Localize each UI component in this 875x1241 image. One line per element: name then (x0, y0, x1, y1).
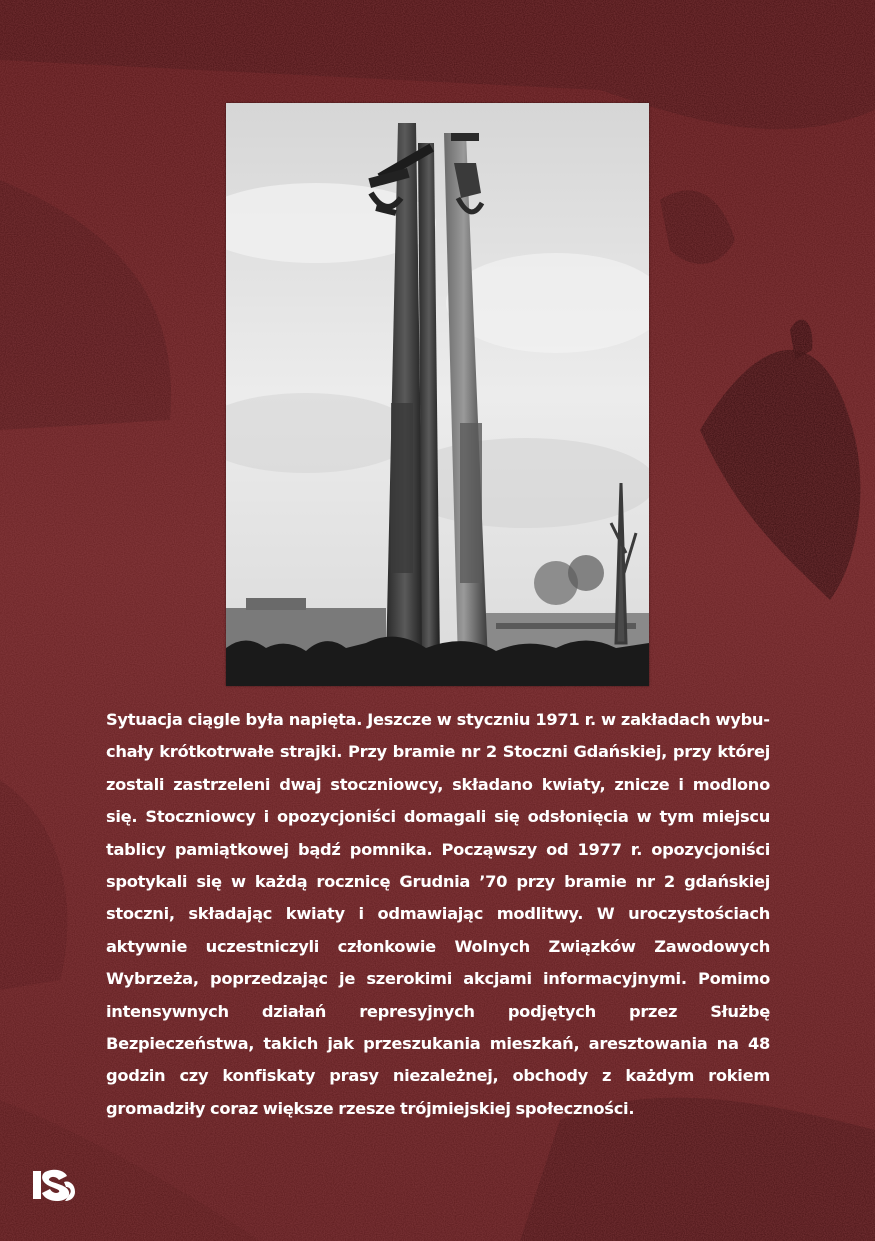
ipn-logo-icon (31, 1168, 77, 1202)
body-text: Sytuacja ciągle była napięta. Jeszcze w styczniu 1971 r. w zakładach wybuchały krótkotrwałe strajki. Przy bramie nr 2 Stoczni Gdańskiej, przy której zostali zastrzeleni dwaj stoczniowcy, składano kwiaty, znicze i modlono się. Stoczniowcy i opozycjoniści domagali się odsłonięcia w tym miejscu tablicy pamiątkowej bądź pomnika. Począwszy od 1977 r. opozycjoniści spotykali się w każdą rocznicę Grudnia ’70 przy bramie nr 2 gdańskiej stoczni, składając kwiaty i odmawiając modlitwy. W uroczystościach aktywnie uczestniczyli członkowie Wolnych Związków Zawodowych Wybrzeża, poprzedzając je szerokimi akcjami informacyjnymi. Pomimo intensywnych działań represyjnych podjętych przez Służbę Bezpieczeństwa, takich jak przeszukania mieszkań, aresztowania na 48 godzin czy konfiskaty prasy niezależnej, obchody z każdym rokiem gromadziły coraz większe rzesze trójmiejskiej społeczności. (106, 710, 770, 1118)
monument-photo (226, 103, 649, 686)
monument-photo-icon (226, 103, 649, 686)
